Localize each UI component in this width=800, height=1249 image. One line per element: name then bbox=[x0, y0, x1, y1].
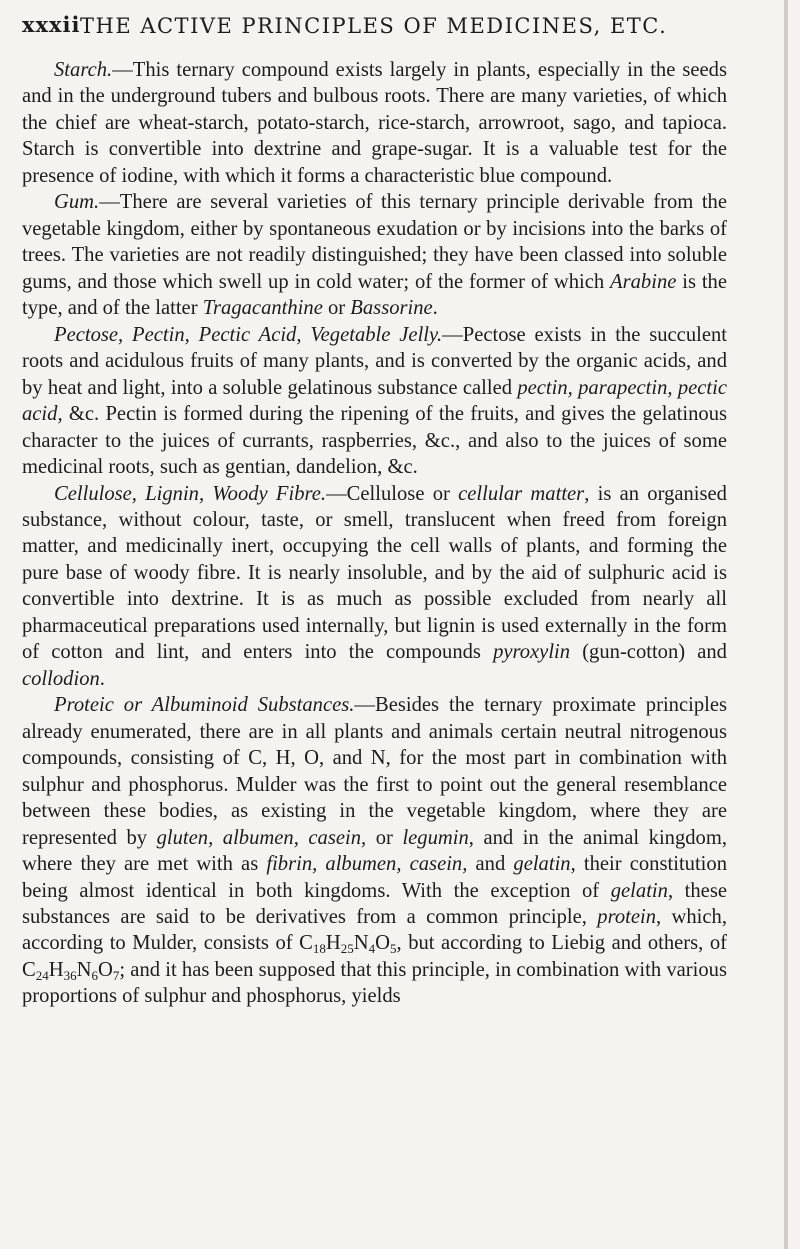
paragraph-text: (gun-cotton) and bbox=[570, 641, 727, 664]
formula-text: O bbox=[98, 958, 113, 981]
formula-text: H bbox=[325, 932, 341, 955]
term: legumin bbox=[402, 826, 469, 849]
page-number: xxxii bbox=[22, 12, 81, 37]
term: collodion bbox=[22, 667, 100, 690]
term: cellular matter bbox=[458, 482, 585, 505]
formula-text: O bbox=[375, 932, 391, 955]
paragraph-text: , their constitution being almost identical in both kingdoms. With the exception of bbox=[22, 853, 727, 902]
paragraph-text: , is an organised substance, without colour, taste, or smell, translucent when freed from foreign matter, and medicinally inert, occupying the cell walls of plants, and forming the pure base of woody fibre. It is nearly insoluble, and by the aid of sulphuric acid is convertible into dextrine. It is as much as possible excluded from nearly all pharmaceutical preparations used internally, but lignin is used externally in the form of cotton and lint, and enters into the compounds bbox=[22, 482, 727, 664]
paragraph-starch bbox=[22, 57, 727, 189]
page-body bbox=[22, 57, 727, 1010]
paragraph-text: , these substances are said to be derivatives from a common principle, bbox=[22, 879, 727, 928]
paragraph-heading: Pectose, Pectin, Pectic Acid, Vegetable Jelly. bbox=[54, 323, 443, 346]
formula-subscript: 36 bbox=[63, 967, 77, 983]
term: fibrin, albumen, casein, bbox=[266, 853, 468, 876]
page-edge bbox=[784, 0, 788, 1249]
formula-subscript: 24 bbox=[35, 967, 49, 983]
formula-subscript: 25 bbox=[340, 941, 354, 957]
paragraph-text: —Pectose exists in the succulent roots and acidulous fruits of many plants, and is converted by the organic acids, and by heat and light, into a soluble gelatinous substance called bbox=[22, 323, 728, 399]
formula-subscript: 4 bbox=[368, 941, 376, 957]
term: pyroxylin bbox=[493, 641, 571, 664]
term: Bassorine bbox=[350, 297, 433, 320]
paragraph-heading: Cellulose, Lignin, Woody Fibre. bbox=[54, 482, 327, 505]
paragraph-text: —Cellulose or bbox=[326, 482, 459, 505]
formula-text: N bbox=[353, 932, 369, 955]
term: protein bbox=[597, 906, 657, 928]
formula-subscript: 5 bbox=[390, 941, 397, 957]
paragraph-heading: Gum. bbox=[54, 191, 100, 214]
paragraph-text: is the type, and of the latter bbox=[22, 270, 727, 320]
running-head: THE ACTIVE PRINCIPLES OF MEDICINES, ETC. bbox=[80, 14, 668, 38]
term: Tragacanthine bbox=[202, 297, 323, 320]
paragraph-text: —This ternary compound exists largely in plants, especially in the seeds and in the underground tubers and bulbous roots. There are many varieties, of which the chief are wheat-starch, potato-starch, rice-starch, arrowroot, sago, and tapioca. Starch is convertible into dextrine and grape-sugar. It is a valuable test for the presence of iodine, with which it forms a characteristic blue compound. bbox=[22, 59, 727, 187]
paragraph-heading: Starch. bbox=[54, 59, 113, 81]
term: gelatin bbox=[513, 853, 571, 876]
formula-subscript: 7 bbox=[112, 967, 120, 983]
paragraph-text: . bbox=[432, 297, 438, 320]
paragraph-text: . bbox=[99, 667, 105, 690]
paragraph-pectose bbox=[22, 322, 727, 481]
paragraph-text: &c. Pectin is formed during the ripening of the fruits, and gives the gelatinous character to the juices of currants, raspberries, &c., and also to the juices of some medicinal roots, such as gentian, dandelion, &c. bbox=[22, 403, 727, 479]
paragraph-text: or bbox=[322, 297, 351, 320]
paragraph-heading: Proteic or Albuminoid Substances. bbox=[54, 694, 355, 717]
page-header bbox=[22, 12, 760, 46]
term: pectin, parapectin, pectic acid, bbox=[22, 376, 727, 426]
formula-text: N bbox=[76, 958, 92, 981]
paragraph-proteic bbox=[22, 692, 727, 1010]
term: gelatin bbox=[610, 879, 668, 902]
formula-subscript: 18 bbox=[312, 941, 326, 957]
term: gluten, albumen, casein, bbox=[156, 826, 367, 849]
paragraph-gum bbox=[22, 189, 727, 321]
paragraph-text: ; and it has been supposed that this principle, in combination with various proportions of sulphur and phosphorus, yields bbox=[22, 958, 727, 1008]
term: Arabine bbox=[610, 270, 677, 293]
formula-text: H bbox=[48, 958, 64, 981]
formula-subscript: 6 bbox=[91, 967, 98, 983]
paragraph-text: or bbox=[366, 826, 403, 849]
paragraph-text: , and in the animal kingdom, where they are met with as bbox=[22, 826, 728, 876]
paragraph-text: —Besides the ternary proximate principles already enumerated, there are in all plants and animals certain neutral nitrogenous compounds, consisting of C, H, O, and N, for the most part in combination with sulphur and phosphorus. Mulder was the first to point out the general resemblance between these bodies, as existing in the vegetable kingdom, where they are represented by bbox=[22, 694, 727, 849]
paragraph-text: , which, according to Mulder, consists of C bbox=[22, 906, 727, 955]
paragraph-text: —There are several varieties of this ternary principle derivable from the vegetable kingdom, either by spontaneous exudation or by incisions into the barks of trees. The varieties are not readily distinguished; they have been classed into soluble gums, and those which swell up in cold water; of the former of which bbox=[22, 191, 727, 293]
paragraph-text: , but according to Liebig and others, of C bbox=[22, 932, 727, 981]
paragraph-cellulose bbox=[22, 481, 727, 693]
paragraph-text: and bbox=[467, 853, 514, 876]
